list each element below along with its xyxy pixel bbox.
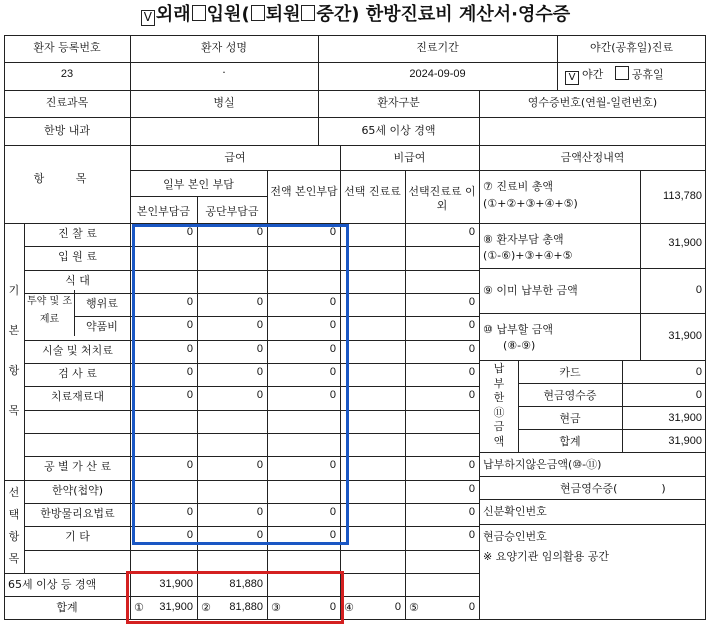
outpatient-checkbox[interactable]: V	[141, 10, 155, 26]
cell-fund: 0	[256, 389, 263, 402]
self-pay-header: 본인부담금	[136, 205, 191, 218]
cell-self: 0	[186, 296, 193, 308]
dept-label: 진료과목	[45, 96, 89, 109]
row-label: 한방물리요법료	[40, 507, 115, 520]
unpaid-label: 납부하지않은금액(⑩-⑪)	[483, 458, 602, 471]
fund-pay-header: 공단부담금	[205, 205, 259, 218]
cell-full: 0	[329, 506, 336, 518]
cash-receipt-label: 현금영수증	[543, 389, 597, 402]
senior-self-value: 31,900	[159, 578, 193, 590]
cell-self: 0	[186, 389, 193, 402]
dept-value: 한방 내과	[43, 124, 90, 137]
cell-fund: 0	[256, 366, 263, 378]
total-fee-value: 113,780	[663, 190, 702, 202]
cell-full: 0	[329, 342, 336, 355]
total-fee-formula: (①+②+③+④+⑤)	[483, 197, 578, 210]
paid-amount-label-char: 액	[493, 434, 505, 448]
row-label: 공 별 가 산 료	[43, 460, 112, 474]
cell-oth: 0	[468, 482, 475, 495]
noncovered-header: 비급여	[393, 151, 426, 164]
total-mark-4: ④	[344, 601, 354, 614]
row-label: 시술 및 처치료	[42, 343, 113, 357]
patient-type-label: 환자구분	[377, 96, 420, 109]
cell-full: 0	[329, 459, 336, 472]
cell-fund: 0	[256, 226, 263, 238]
senior-row-label: 65세 이상 등 경액	[8, 578, 97, 591]
cell-full: 0	[329, 319, 336, 332]
cash-label: 현금	[559, 412, 581, 425]
already-paid-value: 0	[695, 284, 702, 296]
title-inpatient: 입원(	[206, 4, 250, 25]
cell-full: 0	[329, 389, 336, 402]
item-header: 항 목	[33, 172, 101, 185]
row-label: 기 타	[65, 530, 90, 544]
total-fund-value: 81,880	[229, 601, 263, 613]
inpatient-checkbox[interactable]	[192, 5, 206, 21]
side-basic-char: 항	[8, 364, 20, 377]
side-opt-char: 선	[8, 486, 20, 499]
cash-value: 31,900	[668, 412, 702, 424]
institution-note: ※ 요양기관 임의활용 공간	[483, 550, 609, 563]
patient-type-value: 65세 이상 경액	[361, 124, 436, 137]
title-discharge: 퇴원	[265, 4, 301, 25]
cell-full: 0	[329, 529, 336, 542]
ward-label: 병실	[213, 96, 235, 109]
cell-self: 0	[186, 366, 193, 378]
cell-oth: 0	[468, 319, 475, 332]
patient-pay-label: ⑧ 환자부담 총액	[483, 233, 564, 246]
cell-oth: 0	[468, 529, 475, 542]
cell-full: 0	[329, 296, 336, 308]
cell-oth: 0	[468, 459, 475, 472]
cell-self: 0	[186, 342, 193, 355]
patient-pay-value: 31,900	[668, 237, 702, 249]
receipt-no-label: 영수증번호(연월-일련번호)	[527, 96, 658, 109]
title-outpatient: 외래	[155, 4, 191, 25]
reg-no-value: 23	[60, 68, 74, 80]
interim-checkbox[interactable]	[301, 5, 315, 21]
row-label: 행위료	[86, 297, 118, 310]
paid-sum-label: 합계	[559, 435, 581, 448]
other-header: 선택진료료 이외	[408, 185, 476, 212]
cell-fund: 0	[256, 459, 263, 472]
id-confirm-label: 신분확인번호	[483, 505, 547, 518]
paid-sum-value: 31,900	[668, 435, 702, 447]
cash-receipt-no: 현금영수증( )	[560, 482, 666, 495]
night-label: 야간(공휴일)진료	[590, 41, 673, 54]
cell-self: 0	[186, 226, 193, 238]
paid-amount-label-char: 금	[493, 420, 505, 433]
side-basic-char: 기	[8, 284, 20, 297]
total-mark-1: ①	[134, 601, 144, 614]
selected-header: 선택 진료료	[344, 185, 401, 198]
cell-self: 0	[186, 506, 193, 518]
row-label: 약품비	[86, 320, 118, 334]
name-label: 환자 성명	[200, 41, 247, 54]
paid-amount-label-char: 납	[493, 362, 505, 375]
card-label: 카드	[559, 366, 581, 379]
cell-self: 0	[186, 459, 193, 472]
total-mark-2: ②	[201, 601, 211, 614]
document-title	[0, 0, 710, 32]
holiday-text: 공휴일	[631, 68, 664, 81]
row-label: 한약(첩약)	[51, 483, 104, 497]
cell-oth: 0	[468, 389, 475, 402]
patient-pay-formula: (①-⑥)+③+④+⑤	[483, 249, 573, 262]
night-text: 야간	[582, 68, 604, 81]
partial-header: 일부 본인 부담	[163, 178, 234, 191]
cell-fund: 0	[256, 529, 263, 542]
reg-no-label: 환자 등록번호	[33, 41, 101, 54]
total-self-value: 31,900	[159, 601, 193, 613]
row-label: 치료재료대	[50, 390, 105, 404]
highlight-red-box	[126, 571, 344, 624]
cell-fund: 0	[256, 319, 263, 332]
paid-amount-label-char: 한	[493, 391, 505, 404]
period-value: 2024-09-09	[409, 68, 466, 80]
paid-amount-label-char: ⑪	[493, 405, 505, 419]
patient-name-value: ·	[222, 66, 226, 79]
amount-due-value: 31,900	[668, 330, 702, 342]
cell-fund: 0	[256, 296, 263, 308]
cell-oth: 0	[468, 366, 475, 378]
row-label: 입 원 료	[58, 250, 97, 264]
discharge-checkbox[interactable]	[251, 5, 265, 21]
cell-fund: 0	[256, 506, 263, 518]
cell-self: 0	[186, 319, 193, 332]
cell-oth: 0	[468, 342, 475, 355]
drug-group-label: 투약 및 조제료	[27, 296, 72, 325]
side-basic-char: 본	[8, 324, 20, 337]
highlight-blue-box	[132, 224, 349, 545]
title-rest: 중간) 한방진료비 계산서·영수증	[316, 4, 571, 25]
night-holiday-options	[565, 66, 705, 85]
side-opt-char: 택	[8, 508, 20, 521]
total-full-value: 0	[329, 601, 336, 613]
total-other-value: 0	[468, 601, 475, 613]
total-fee-label: ⑦ 진료비 총액	[483, 180, 553, 193]
cell-oth: 0	[468, 226, 475, 238]
cell-self: 0	[186, 529, 193, 542]
cell-fund: 0	[256, 342, 263, 355]
total-mark-3: ③	[271, 601, 281, 614]
cell-full: 0	[329, 226, 336, 238]
amount-due-formula: (⑧-⑨)	[503, 339, 536, 352]
row-label: 식 대	[65, 273, 90, 287]
cell-oth: 0	[468, 506, 475, 518]
senior-fund-value: 81,880	[229, 578, 263, 590]
row-label: 진 찰 료	[58, 227, 97, 240]
total-mark-5: ⑤	[409, 601, 419, 614]
holiday-checkbox[interactable]	[615, 66, 629, 80]
cash-approval-label: 현금승인번호	[483, 530, 547, 543]
side-basic-char: 목	[8, 404, 20, 417]
total-label: 합계	[56, 601, 78, 614]
row-label: 검 사 료	[58, 367, 97, 380]
full-header: 전액 본인부담	[270, 185, 338, 198]
cell-full: 0	[329, 366, 336, 378]
already-paid-label: ⑨ 이미 납부한 금액	[483, 284, 578, 297]
cash-receipt-value: 0	[695, 389, 702, 401]
night-checkbox[interactable]: V	[565, 71, 579, 85]
total-selected-value: 0	[394, 601, 401, 613]
amount-due-label: ⑩ 납부할 금액	[483, 323, 553, 336]
paid-amount-label-char: 부	[493, 376, 505, 390]
side-opt-char: 목	[8, 552, 20, 565]
card-value: 0	[695, 366, 702, 378]
side-opt-char: 항	[8, 530, 20, 543]
covered-header: 급여	[224, 151, 246, 164]
cell-oth: 0	[468, 296, 475, 308]
period-label: 진료기간	[416, 41, 459, 54]
calc-header: 금액산정내역	[560, 151, 625, 164]
